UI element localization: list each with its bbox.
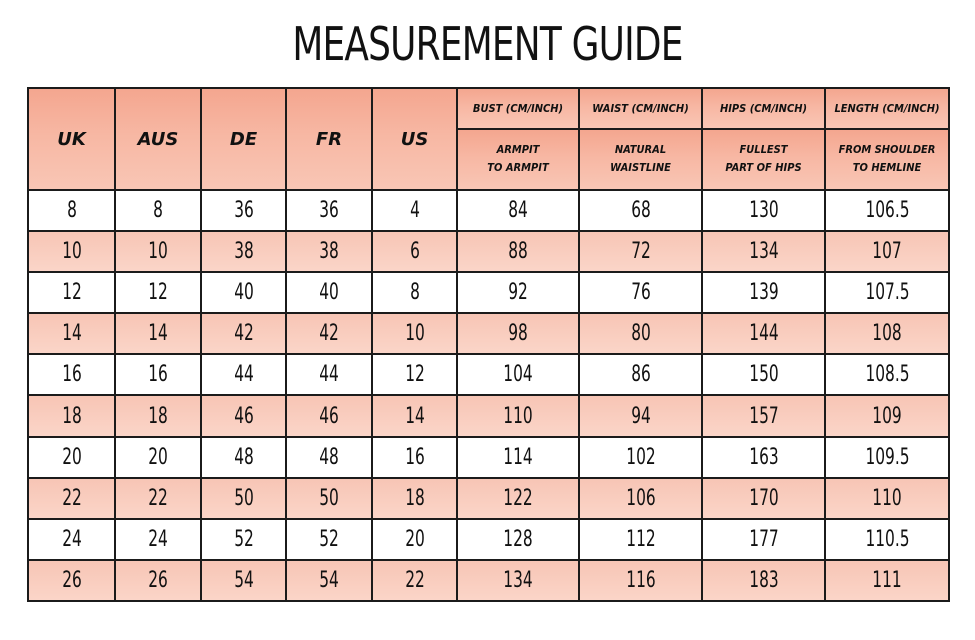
cell-value: 24 [148, 526, 168, 552]
cell-value: 76 [630, 280, 651, 306]
cell-value: 107 [872, 239, 902, 265]
cell-length [825, 354, 949, 395]
cell-value: 16 [148, 362, 168, 388]
cell-value: 12 [148, 280, 168, 306]
cell-waist [579, 519, 702, 560]
cell-hips [702, 519, 825, 560]
cell-value: 86 [630, 362, 651, 388]
col-header-fr: FR [286, 88, 372, 190]
cell-value: 44 [233, 362, 254, 388]
cell-value: 80 [630, 321, 651, 347]
cell-length [825, 437, 949, 478]
cell-value: 94 [630, 403, 651, 429]
cell-us [372, 231, 457, 272]
cell-value: 139 [748, 280, 779, 306]
cell-uk [28, 272, 115, 313]
table-row [28, 437, 949, 478]
cell-value: 110 [872, 485, 902, 511]
cell-waist [579, 478, 702, 519]
cell-value: 18 [404, 485, 425, 511]
cell-hips [702, 354, 825, 395]
cell-value: 72 [630, 239, 651, 265]
cell-value: 144 [748, 321, 779, 347]
table-row [28, 272, 949, 313]
measurement-table [27, 87, 950, 602]
table-row [28, 395, 949, 436]
cell-bust [457, 354, 579, 395]
cell-aus [115, 231, 201, 272]
subheader-hips-line-2: PART OF HIPS [725, 161, 802, 175]
col-header-waist: WAIST (CM/INCH) [579, 88, 702, 129]
cell-bust [457, 478, 579, 519]
cell-waist [579, 560, 702, 601]
table-header [28, 88, 949, 190]
cell-value: 170 [748, 485, 779, 511]
cell-value: 46 [233, 403, 254, 429]
cell-value: 46 [319, 403, 339, 429]
cell-de [201, 354, 286, 395]
cell-hips [702, 437, 825, 478]
table-row [28, 231, 949, 272]
cell-hips [702, 560, 825, 601]
cell-value: 54 [319, 567, 339, 593]
cell-value: 106.5 [864, 198, 910, 224]
cell-fr [286, 190, 372, 231]
cell-value: 150 [748, 362, 779, 388]
cell-value: 20 [148, 444, 168, 470]
cell-value: 110.5 [864, 526, 910, 552]
cell-uk [28, 231, 115, 272]
cell-us [372, 478, 457, 519]
cell-value: 107.5 [864, 280, 910, 306]
cell-uk [28, 437, 115, 478]
cell-de [201, 272, 286, 313]
cell-value: 134 [748, 239, 779, 265]
cell-length [825, 478, 949, 519]
cell-value: 40 [319, 280, 339, 306]
cell-value: 84 [508, 198, 528, 224]
cell-value: 8 [66, 198, 77, 224]
cell-us [372, 560, 457, 601]
cell-waist [579, 354, 702, 395]
cell-value: 18 [61, 403, 82, 429]
cell-bust [457, 560, 579, 601]
cell-hips [702, 272, 825, 313]
cell-fr [286, 437, 372, 478]
cell-value: 52 [233, 526, 254, 552]
cell-value: 20 [61, 444, 82, 470]
cell-value: 48 [319, 444, 339, 470]
col-header-uk: UK [28, 88, 115, 190]
cell-value: 104 [503, 362, 533, 388]
cell-value: 44 [319, 362, 339, 388]
cell-value: 177 [748, 526, 779, 552]
cell-de [201, 231, 286, 272]
cell-fr [286, 478, 372, 519]
cell-fr [286, 231, 372, 272]
cell-aus [115, 437, 201, 478]
subheader-bust-line-2: TO ARMPIT [487, 161, 549, 175]
table-body [28, 190, 949, 601]
cell-length [825, 313, 949, 354]
cell-value: 14 [404, 403, 425, 429]
cell-value: 98 [508, 321, 528, 347]
cell-length [825, 560, 949, 601]
cell-value: 12 [404, 362, 425, 388]
subheader-bust-line-1: ARMPIT [496, 143, 540, 157]
cell-value: 48 [233, 444, 254, 470]
cell-value: 108.5 [864, 362, 910, 388]
cell-value: 183 [748, 567, 779, 593]
subheader-bust [457, 129, 579, 190]
cell-de [201, 437, 286, 478]
cell-value: 42 [319, 321, 339, 347]
cell-us [372, 437, 457, 478]
cell-de [201, 478, 286, 519]
cell-fr [286, 313, 372, 354]
cell-fr [286, 354, 372, 395]
cell-value: 12 [61, 280, 82, 306]
cell-waist [579, 190, 702, 231]
table-row [28, 313, 949, 354]
cell-length [825, 272, 949, 313]
cell-value: 54 [233, 567, 254, 593]
cell-value: 134 [503, 567, 533, 593]
cell-value: 22 [404, 567, 425, 593]
cell-aus [115, 313, 201, 354]
col-header-us: US [372, 88, 457, 190]
cell-value: 68 [630, 198, 651, 224]
cell-aus [115, 478, 201, 519]
subheader-length [825, 129, 949, 190]
cell-value: 22 [61, 485, 82, 511]
cell-fr [286, 272, 372, 313]
cell-value: 50 [233, 485, 254, 511]
cell-value: 111 [872, 567, 902, 593]
table-row [28, 478, 949, 519]
cell-waist [579, 395, 702, 436]
cell-length [825, 519, 949, 560]
cell-value: 38 [233, 239, 254, 265]
col-header-hips: HIPS (CM/INCH) [702, 88, 825, 129]
cell-value: 10 [404, 321, 425, 347]
cell-value: 4 [409, 198, 420, 224]
col-header-bust: BUST (CM/INCH) [457, 88, 579, 129]
cell-bust [457, 395, 579, 436]
cell-hips [702, 313, 825, 354]
cell-us [372, 190, 457, 231]
cell-bust [457, 313, 579, 354]
cell-aus [115, 272, 201, 313]
cell-bust [457, 519, 579, 560]
cell-value: 8 [409, 280, 420, 306]
table-row [28, 190, 949, 231]
cell-value: 116 [625, 567, 656, 593]
cell-value: 52 [319, 526, 339, 552]
cell-aus [115, 190, 201, 231]
cell-waist [579, 231, 702, 272]
cell-value: 10 [61, 239, 82, 265]
cell-value: 18 [148, 403, 168, 429]
cell-value: 130 [748, 198, 779, 224]
cell-hips [702, 395, 825, 436]
cell-value: 88 [508, 239, 528, 265]
cell-uk [28, 560, 115, 601]
cell-value: 163 [748, 444, 779, 470]
cell-value: 106 [625, 485, 656, 511]
subheader-waist-line-1: NATURAL [614, 143, 667, 157]
cell-value: 36 [319, 198, 339, 224]
subheader-hips-line-1: FULLEST [739, 143, 788, 157]
subheader-hips [702, 129, 825, 190]
cell-value: 122 [503, 485, 533, 511]
cell-value: 157 [748, 403, 779, 429]
cell-aus [115, 395, 201, 436]
cell-de [201, 313, 286, 354]
cell-hips [702, 478, 825, 519]
cell-us [372, 272, 457, 313]
cell-value: 40 [233, 280, 254, 306]
cell-bust [457, 272, 579, 313]
cell-fr [286, 395, 372, 436]
cell-value: 92 [508, 280, 528, 306]
cell-us [372, 519, 457, 560]
cell-uk [28, 395, 115, 436]
cell-value: 109.5 [864, 444, 910, 470]
cell-us [372, 395, 457, 436]
cell-value: 36 [233, 198, 254, 224]
cell-fr [286, 560, 372, 601]
cell-uk [28, 519, 115, 560]
cell-value: 128 [503, 526, 533, 552]
cell-value: 42 [233, 321, 254, 347]
cell-value: 26 [148, 567, 168, 593]
cell-uk [28, 478, 115, 519]
cell-length [825, 395, 949, 436]
subheader-length-line-1: FROM SHOULDER [838, 143, 936, 157]
cell-de [201, 395, 286, 436]
cell-bust [457, 190, 579, 231]
cell-value: 38 [319, 239, 339, 265]
cell-de [201, 560, 286, 601]
cell-aus [115, 354, 201, 395]
cell-value: 50 [319, 485, 339, 511]
subheader-length-line-2: TO HEMLINE [852, 161, 922, 175]
cell-value: 109 [872, 403, 902, 429]
cell-value: 20 [404, 526, 425, 552]
cell-us [372, 313, 457, 354]
subheader-waist-line-2: WAISTLINE [610, 161, 671, 175]
cell-waist [579, 313, 702, 354]
cell-value: 10 [148, 239, 168, 265]
col-header-length: LENGTH (CM/INCH) [825, 88, 949, 129]
cell-value: 22 [148, 485, 168, 511]
cell-length [825, 190, 949, 231]
cell-value: 14 [148, 321, 168, 347]
cell-uk [28, 354, 115, 395]
cell-value: 110 [503, 403, 533, 429]
subheader-waist [579, 129, 702, 190]
cell-value: 102 [625, 444, 656, 470]
cell-value: 24 [61, 526, 82, 552]
cell-us [372, 354, 457, 395]
col-header-de: DE [201, 88, 286, 190]
cell-value: 16 [404, 444, 425, 470]
cell-de [201, 519, 286, 560]
cell-value: 26 [61, 567, 82, 593]
cell-length [825, 231, 949, 272]
page-title: MEASUREMENT GUIDE [292, 17, 683, 71]
table-row [28, 519, 949, 560]
cell-value: 14 [61, 321, 82, 347]
cell-value: 108 [872, 321, 902, 347]
cell-waist [579, 272, 702, 313]
cell-hips [702, 190, 825, 231]
cell-value: 16 [61, 362, 82, 388]
table-row [28, 560, 949, 601]
table-row [28, 354, 949, 395]
cell-value: 8 [153, 198, 163, 224]
cell-waist [579, 437, 702, 478]
col-header-aus: AUS [115, 88, 201, 190]
cell-value: 112 [625, 526, 656, 552]
cell-hips [702, 231, 825, 272]
cell-de [201, 190, 286, 231]
cell-value: 6 [409, 239, 420, 265]
cell-uk [28, 190, 115, 231]
cell-fr [286, 519, 372, 560]
cell-aus [115, 560, 201, 601]
cell-value: 114 [503, 444, 533, 470]
cell-aus [115, 519, 201, 560]
cell-uk [28, 313, 115, 354]
cell-bust [457, 437, 579, 478]
cell-bust [457, 231, 579, 272]
